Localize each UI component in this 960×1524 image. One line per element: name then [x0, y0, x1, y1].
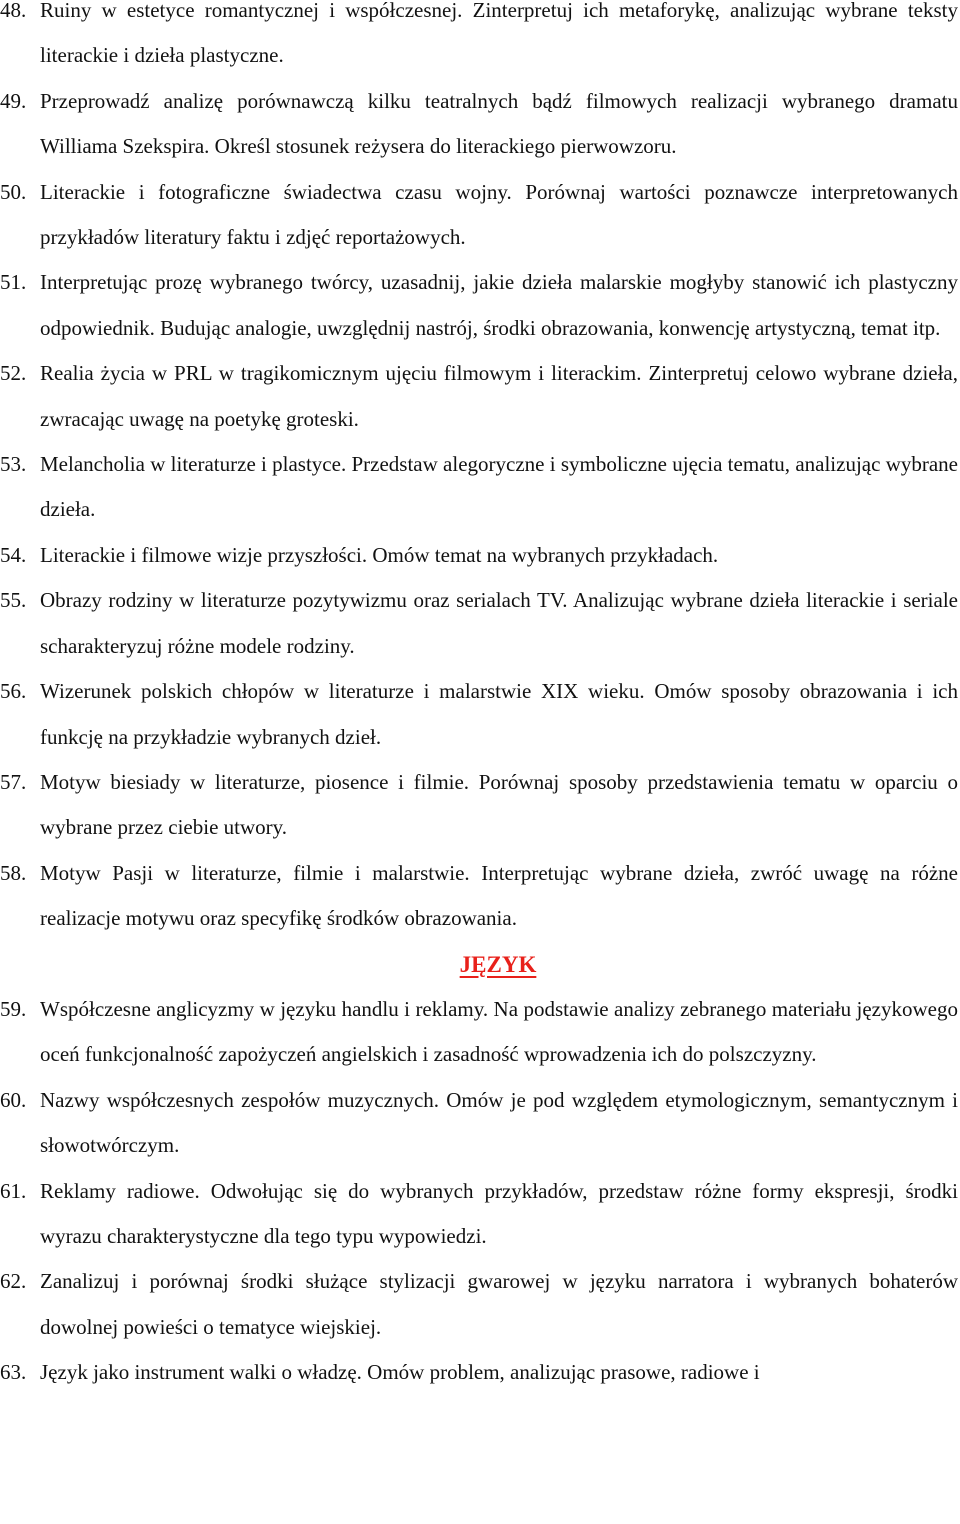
- item-number: 63.: [0, 1360, 27, 1385]
- item-text: Melancholia w literaturze i plastyce. Przedstaw alegoryczne i symboliczne ujęcia tematu, analizując wybrane dzieła.: [40, 452, 958, 522]
- item-number: 50.: [0, 179, 27, 204]
- item-text: Obrazy rodziny w literaturze pozytywizmu oraz serialach TV. Analizując wybrane dzieła literackie i seriale scharakteryzuj różne modele rodziny.: [40, 588, 958, 658]
- item-text: Nazwy współczesnych zespołów muzycznych. Omów je pod względem etymologicznym, semantycznym i słowotwórczym.: [40, 1087, 958, 1158]
- item-text: Literackie i fotograficzne świadectwa czasu wojny. Porównaj wartości poznawcze interpretowanych przykładów literatury faktu i zdjęć reportażowych.: [40, 179, 958, 250]
- list-item-57: [0, 760, 958, 851]
- item-number: 48.: [0, 0, 27, 22]
- list-item-55: [0, 578, 958, 669]
- list-item-59: [0, 987, 958, 1078]
- item-text: Interpretując prozę wybranego twórcy, uzasadnij, jakie dzieła malarskie mogłyby stanowić ich plastyczny odpowiednik. Budując analogie, uwzględnij nastrój, środki obrazowania, konwencję artystyczną, temat itp.: [40, 270, 958, 340]
- item-text: Przeprowadź analizę porównawczą kilku teatralnych bądź filmowych realizacji wybranego dramatu Williama Szekspira. Określ stosunek reżysera do literackiego pierwowzoru.: [40, 88, 958, 159]
- item-text: Zanalizuj i porównaj środki służące stylizacji gwarowej w języku narratora i wybranych bohaterów dowolnej powieści o tematyce wiejskiej.: [40, 1269, 958, 1339]
- item-number: 62.: [0, 1269, 27, 1294]
- item-number: 57.: [0, 769, 27, 794]
- item-number: 59.: [0, 996, 27, 1021]
- list-item-49: [0, 79, 958, 170]
- item-number: 61.: [0, 1178, 27, 1203]
- item-text: Wizerunek polskich chłopów w literaturze i malarstwie XIX wieku. Omów sposoby obrazowania i ich funkcję na przykładzie wybranych dzieł.: [40, 679, 958, 749]
- item-number: 56.: [0, 679, 27, 704]
- item-number: 54.: [0, 542, 27, 567]
- item-text: Literackie i filmowe wizje przyszłości. Omów temat na wybranych przykładach.: [40, 542, 719, 567]
- item-number: 52.: [0, 361, 27, 386]
- section-heading-text: JĘZYK: [459, 951, 537, 977]
- list-item-58: [0, 851, 958, 942]
- list-item-62: [0, 1259, 958, 1350]
- list-item-61: [0, 1169, 958, 1260]
- list-item-50: [0, 170, 958, 261]
- item-text: Język jako instrument walki o władzę. Omów problem, analizując prasowe, radiowe i: [40, 1360, 760, 1385]
- item-text: Motyw Pasji w literaturze, filmie i malarstwie. Interpretując wybrane dzieła, zwróć uwagę na różne realizacje motywu oraz specyfikę środków obrazowania.: [40, 860, 958, 931]
- item-text: Reklamy radiowe. Odwołując się do wybranych przykładów, przedstaw różne formy ekspresji, środki wyrazu charakterystyczne dla tego typu wypowiedzi.: [40, 1178, 958, 1248]
- list-item-51: [0, 260, 958, 351]
- item-text: Realia życia w PRL w tragikomicznym ujęciu filmowym i literackim. Zinterpretuj celowo wybrane dzieła, zwracając uwagę na poetykę groteski.: [40, 361, 958, 431]
- list-item-53: [0, 442, 958, 533]
- item-number: 49.: [0, 88, 27, 113]
- item-number: 55.: [0, 588, 27, 613]
- item-number: 51.: [0, 270, 27, 295]
- item-text: Współczesne anglicyzmy w języku handlu i reklamy. Na podstawie analizy zebranego materiału językowego oceń funkcjonalność zapożyczeń angielskich i zasadność wprowadzenia ich do polszczyzny.: [40, 996, 958, 1067]
- list-item-63: [0, 1350, 958, 1395]
- list-item-54: [0, 533, 958, 578]
- item-number: 60.: [0, 1087, 27, 1112]
- item-number: 58.: [0, 860, 27, 885]
- list-item-48: [0, 0, 958, 79]
- section-heading-jezyk: [0, 942, 958, 987]
- list-item-52: [0, 351, 958, 442]
- list-item-60: [0, 1078, 958, 1169]
- item-text: Motyw biesiady w literaturze, piosence i filmie. Porównaj sposoby przedstawienia tematu w oparciu o wybrane przez ciebie utwory.: [40, 769, 958, 840]
- item-text: Ruiny w estetyce romantycznej i współczesnej. Zinterpretuj ich metaforykę, analizując wybrane teksty literackie i dzieła plastyczne.: [40, 0, 958, 68]
- item-number: 53.: [0, 452, 27, 477]
- list-item-56: [0, 669, 958, 760]
